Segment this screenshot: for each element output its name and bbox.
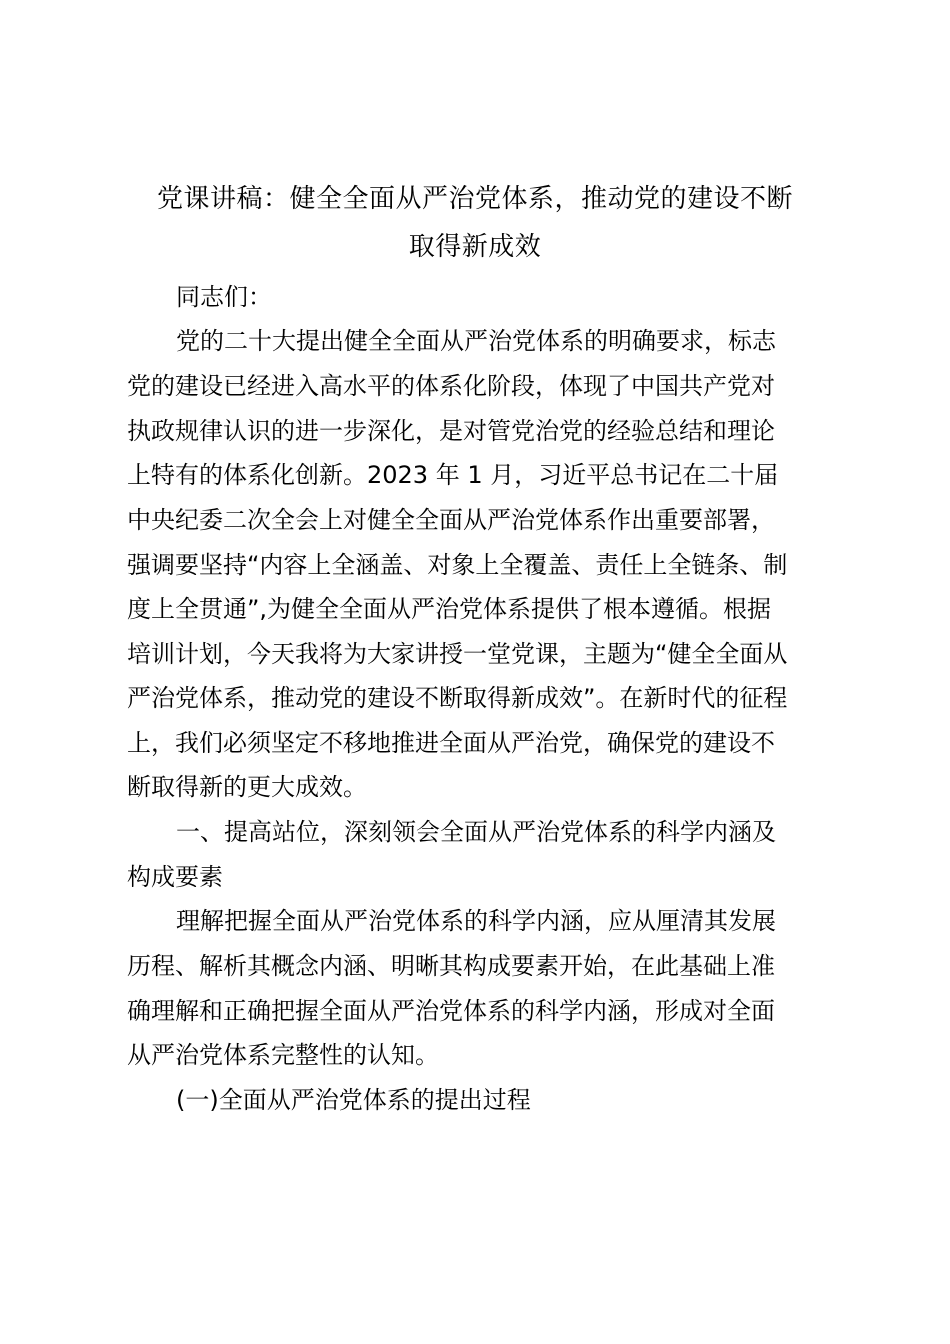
paragraph-2-line: 历程、解析其概念内涵、明晰其构成要素开始，在此基础上准 [127, 952, 775, 980]
paragraph-1-line: 上，我们必须坚定不移地推进全面从严治党，确保党的建设不 [127, 729, 775, 757]
document-title-line-2: 取得新成效 [408, 232, 542, 262]
paragraph-2-line: 理解把握全面从严治党体系的科学内涵，应从厘清其发展 [176, 907, 776, 935]
document-title-line-1: 党课讲稿：健全全面从严治党体系，推动党的建设不断 [156, 184, 793, 214]
paragraph-1-line: 度上全贯通”,为健全全面从严治党体系提供了根本遵循。根据 [127, 595, 772, 623]
paragraph-1-line: 断取得新的更大成效。 [127, 773, 367, 801]
salutation: 同志们： [176, 283, 272, 311]
section-heading-1-line: 构成要素 [127, 863, 223, 891]
subsection-heading-1: (一)全面从严治党体系的提出过程 [176, 1086, 531, 1114]
paragraph-1-line: 培训计划，今天我将为大家讲授一堂党课，主题为“健全全面从 [127, 640, 788, 668]
paragraph-2-line: 确理解和正确把握全面从严治党体系的科学内涵，形成对全面 [127, 997, 775, 1025]
paragraph-2-line: 从严治党体系完整性的认知。 [127, 1041, 439, 1069]
paragraph-1-line: 上特有的体系化创新。2023 年 1 月，习近平总书记在二十届 [127, 461, 779, 489]
paragraph-1-line: 强调要坚持“内容上全涵盖、对象上全覆盖、责任上全链条、制 [127, 551, 788, 579]
paragraph-1-line: 中央纪委二次全会上对健全全面从严治党体系作出重要部署， [127, 506, 775, 534]
section-heading-1-line: 一、提高站位，深刻领会全面从严治党体系的科学内涵及 [176, 818, 776, 846]
paragraph-1-line: 严治党体系，推动党的建设不断取得新成效”。在新时代的征程 [127, 684, 788, 712]
paragraph-1-line: 党的二十大提出健全全面从严治党体系的明确要求，标志 [176, 327, 776, 355]
paragraph-1-line: 执政规律认识的进一步深化，是对管党治党的经验总结和理论 [127, 417, 775, 445]
paragraph-1-line: 党的建设已经进入高水平的体系化阶段，体现了中国共产党对 [127, 372, 775, 400]
